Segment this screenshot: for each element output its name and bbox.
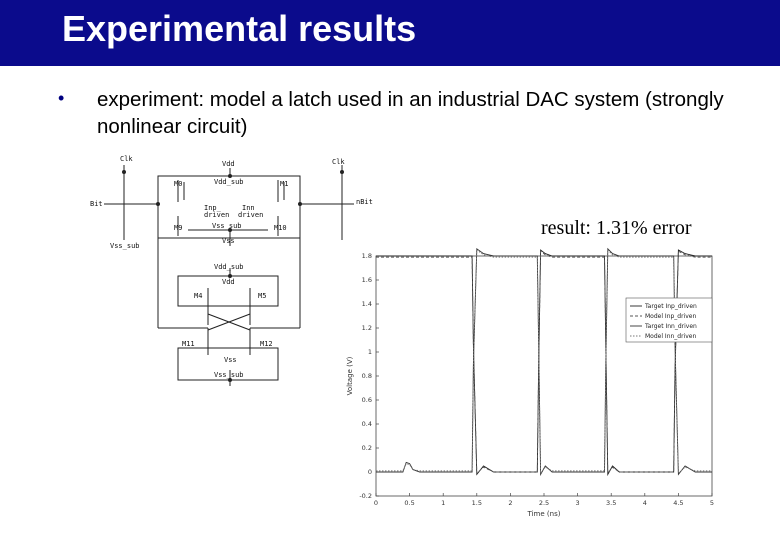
bit-node [156,202,160,206]
clk-right-node [340,170,344,174]
label-inn-driven-2: driven [238,211,264,219]
y-tick-label: 0 [367,468,372,476]
label-inp-driven-2: driven [204,211,230,219]
legend-entry: Target Inn_driven [645,323,697,330]
label-vss-sub-inner: Vss_sub [212,222,242,230]
label-nbit: nBit [356,198,373,206]
x-tick-label: 0.5 [404,499,415,507]
y-tick-label: 0.8 [361,372,372,380]
legend-entry: Target Inp_driven [645,303,697,310]
x-tick-label: 0 [373,499,379,507]
label-vss-top: Vss [222,237,235,245]
nbit-node [298,202,302,206]
slide-title: Experimental results [62,8,417,49]
y-tick-label: 1.2 [361,324,372,332]
label-m4: M4 [194,292,203,300]
y-tick-label: 1 [367,348,372,356]
bullet-marker: • [58,88,65,108]
x-tick-label: 3 [575,499,580,507]
x-tick-label: 4.5 [673,499,684,507]
x-tick-label: 1 [441,499,446,507]
label-vdd-sub-mid: Vdd_sub [214,263,244,271]
result-text: result: 1.31% error [541,217,692,239]
label-m11: M11 [182,340,195,348]
label-bit: Bit [90,200,103,208]
y-tick-label: 1.8 [361,252,372,260]
label-m9: M9 [174,224,183,232]
label-m12: M12 [260,340,273,348]
label-m10: M10 [274,224,287,232]
label-m5: M5 [258,292,267,300]
plot-frame [376,256,712,496]
y-axis-label: Voltage (V) [346,356,354,396]
y-tick-label: 0.2 [361,444,372,452]
label-clk-right: Clk [332,158,345,166]
bullet-text: experiment: model a latch used in an industrial DAC system (strongly nonlinear circuit) [97,88,724,138]
x-tick-label: 2 [508,499,513,507]
label-clk-left: Clk [120,155,133,163]
latch-schematic [78,150,373,390]
y-tick-label: -0.2 [359,492,372,500]
legend-entry: Model Inp_driven [645,313,697,320]
label-m0: M0 [174,180,183,188]
label-m1: M1 [280,180,289,188]
label-vss-sub-left: Vss_sub [110,242,140,250]
x-tick-label: 3.5 [606,499,617,507]
y-tick-label: 1.4 [361,300,372,308]
voltage-plot [340,246,720,522]
y-tick-label: 1.6 [361,276,372,284]
clk-left-node [122,170,126,174]
label-inn-driven-1: Inn [242,204,255,212]
y-tick-label: 0.4 [361,420,372,428]
y-tick-label: 0.6 [361,396,372,404]
x-tick-label: 4 [642,499,647,507]
label-vdd-mid: Vdd [222,278,235,286]
label-inp-driven-1: Inp_ [204,204,221,212]
x-tick-label: 1.5 [471,499,482,507]
label-vdd-sub-top: Vdd_sub [214,178,244,186]
label-vss-sub-bottom: Vss_sub [214,371,244,379]
label-vdd: Vdd [222,160,235,168]
x-tick-label: 5 [709,499,715,507]
legend-entry: Model Inn_driven [645,333,697,340]
title-bar [0,0,780,66]
x-axis-label: Time (ns) [527,510,561,518]
label-vss-bottom: Vss [224,356,237,364]
x-tick-label: 2.5 [538,499,550,507]
